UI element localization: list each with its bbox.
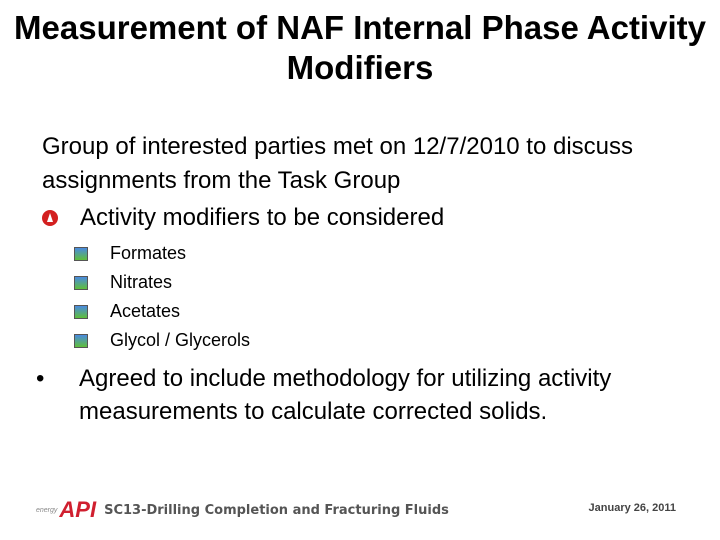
bullet-text: Activity modifiers to be considered	[80, 204, 445, 231]
sub-item-text: Glycol / Glycerols	[110, 330, 251, 350]
sub-item	[74, 243, 186, 264]
picture-bullet-icon	[74, 247, 88, 261]
red-bullet-icon	[42, 210, 58, 226]
footer	[36, 497, 449, 523]
bullet-text: Agreed to include methodology for utilizing activity measurements to calculate corrected solids.	[79, 365, 612, 425]
intro-text: Group of interested parties met on 12/7/2010 to discuss assignments from the Task Group	[42, 133, 634, 194]
picture-bullet-icon	[74, 305, 88, 319]
sub-item-text: Acetates	[110, 301, 181, 321]
sub-item	[74, 330, 250, 351]
picture-bullet-icon	[74, 276, 88, 290]
sub-item	[74, 272, 172, 293]
sub-item-text: Nitrates	[110, 272, 173, 292]
footer-text: SC13-Drilling Completion and Fracturing Fluids	[104, 502, 449, 518]
picture-bullet-icon	[74, 334, 88, 348]
bullet-methodology	[36, 362, 659, 428]
api-logo: API	[59, 497, 97, 522]
bullet-dot: •	[36, 365, 45, 392]
slide-title: Measurement of NAF Internal Phase Activity Modifiers	[14, 9, 706, 86]
sub-item-text: Formates	[110, 243, 187, 263]
bullet-activity-modifiers	[42, 204, 444, 232]
energy-logo-text: energy	[36, 506, 58, 514]
sub-item	[74, 301, 180, 322]
footer-date: January 26, 2011	[588, 502, 676, 514]
